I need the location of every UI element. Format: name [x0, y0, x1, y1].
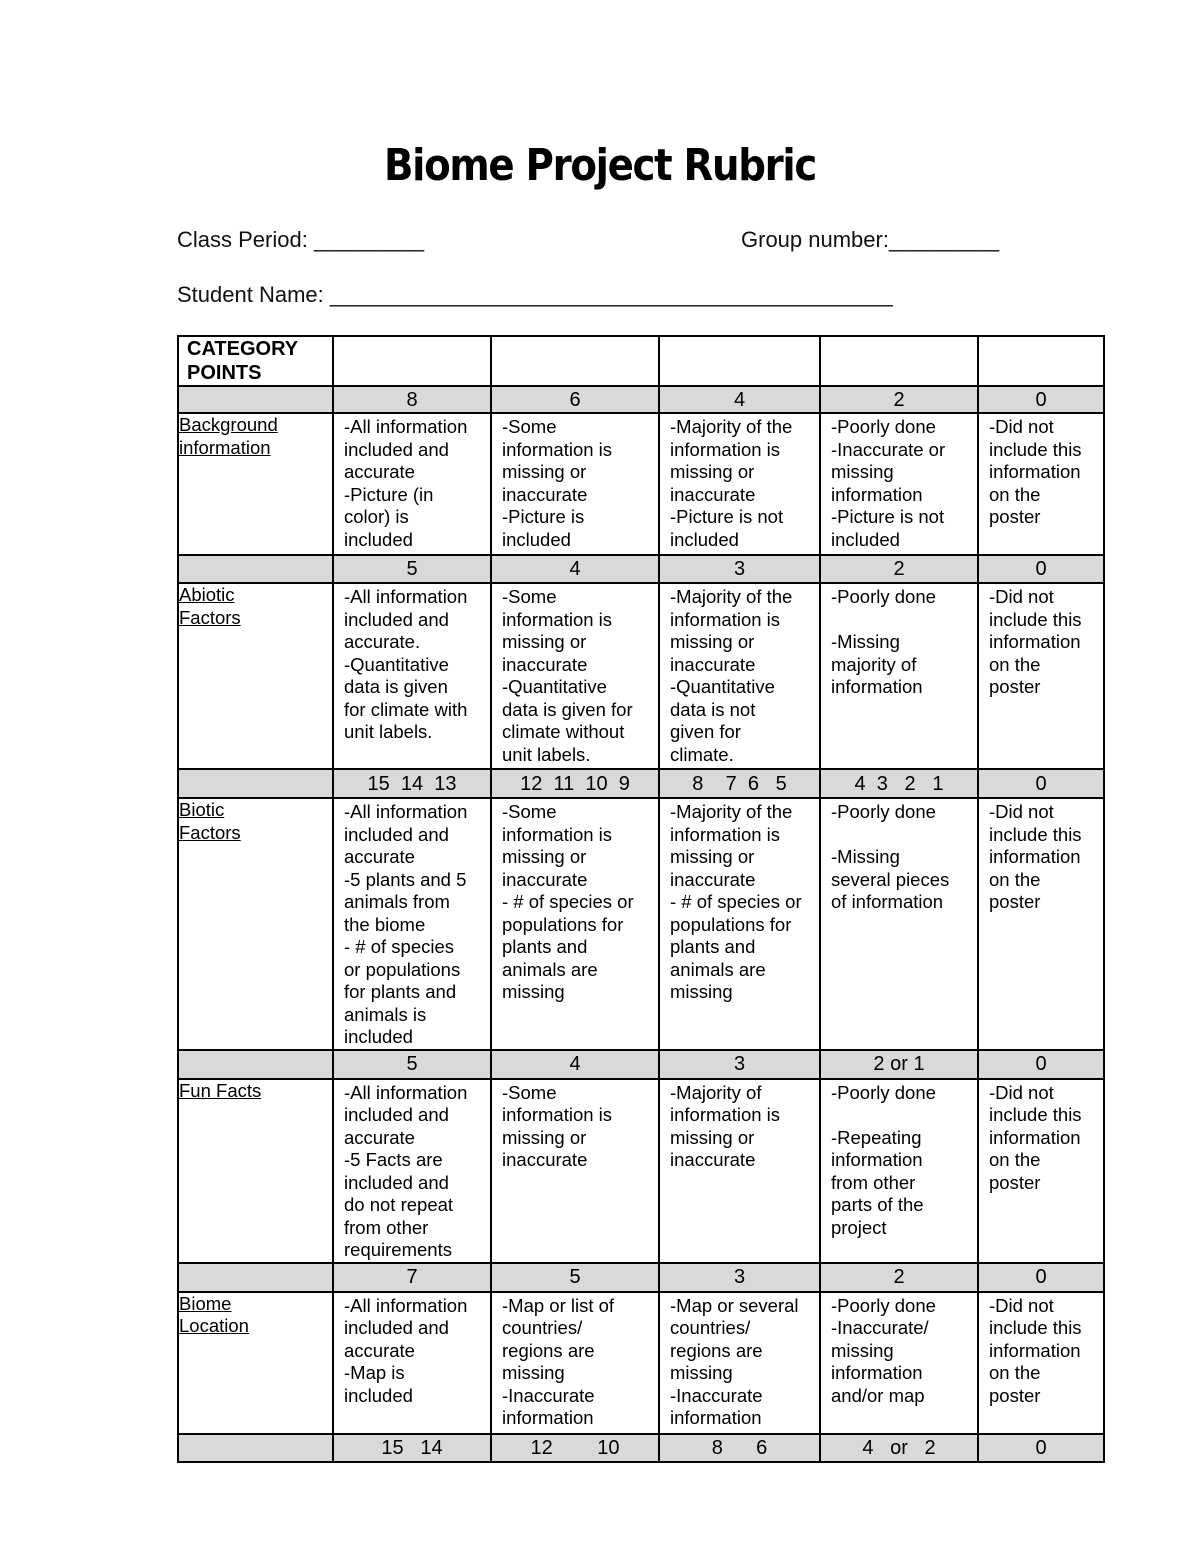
score-cell: 2: [820, 386, 978, 413]
category-cell: [178, 798, 333, 1050]
score-cell: 8: [333, 386, 491, 413]
category-cell: [178, 1292, 333, 1434]
criteria-cell: -Did not include this information on the poster: [989, 1081, 1082, 1193]
score-cell: 4 or 2: [820, 1434, 978, 1462]
criteria-cell: -Map or several countries/ regions are missing -Inaccurate information: [670, 1294, 799, 1428]
header-cell: [820, 336, 978, 386]
table-row: [178, 413, 1104, 555]
score-cell: 2 or 1: [820, 1050, 978, 1079]
score-row: [178, 386, 1104, 413]
criteria-cell: -Majority of the information is missing or inaccurate - # of species or populations for plants and animals are missing: [670, 801, 802, 1002]
score-cell: 8 7 6 5: [659, 769, 820, 798]
score-cell: [178, 1263, 333, 1292]
score-cell: 5: [491, 1263, 659, 1292]
class-period-field: Class Period: _________: [177, 227, 425, 252]
score-row: [178, 1434, 1104, 1462]
score-cell: 12 10: [491, 1434, 659, 1462]
score-cell: 2: [820, 555, 978, 583]
group-number-field: Group number:_________: [741, 227, 1000, 252]
table-row: [178, 798, 1104, 1050]
table-row: [178, 1079, 1104, 1263]
score-cell: 8 6: [659, 1434, 820, 1462]
criteria-cell: -All information included and accurate -5 Facts are included and do not repeat from other requirements: [344, 1081, 468, 1260]
header-cell: [491, 336, 659, 386]
score-cell: 0: [978, 1263, 1104, 1292]
header-cell: CATEGORY POINTS: [178, 336, 333, 386]
criteria-cell: -Did not include this information on the poster: [989, 801, 1082, 912]
score-cell: [178, 1434, 333, 1462]
category-label: Background information: [179, 414, 278, 458]
criteria-cell: -Poorly done -Repeating information from other parts of the project: [831, 1081, 936, 1238]
table-row: [178, 583, 1104, 769]
score-cell: 12 11 10 9: [491, 769, 659, 798]
category-label: Abiotic Factors: [179, 584, 241, 628]
table-row: [178, 1292, 1104, 1434]
criteria-cell: -Did not include this information on the poster: [989, 416, 1082, 527]
criteria-cell: -Poorly done -Inaccurate/ missing information and/or map: [831, 1294, 936, 1406]
criteria-cell: -Map or list of countries/ regions are missing -Inaccurate information: [502, 1294, 615, 1428]
criteria-cell: -All information included and accurate -Map is included: [344, 1294, 468, 1406]
score-cell: 0: [978, 555, 1104, 583]
score-row: [178, 555, 1104, 583]
score-cell: [178, 1050, 333, 1079]
criteria-cell: -Some information is missing or inaccurate: [502, 1081, 613, 1170]
header-cell: [978, 336, 1104, 386]
rubric-table: [177, 335, 1105, 1463]
score-cell: 0: [978, 1050, 1104, 1079]
score-cell: 0: [978, 769, 1104, 798]
score-cell: 0: [978, 1434, 1104, 1462]
score-cell: 2: [820, 1263, 978, 1292]
score-cell: 7: [333, 1263, 491, 1292]
criteria-cell: -All information included and accurate -Picture (in color) is included: [344, 416, 468, 550]
score-cell: 5: [333, 1050, 491, 1079]
score-cell: 4: [491, 555, 659, 583]
criteria-cell: -Some information is missing or inaccurate -Picture is included: [502, 416, 613, 550]
criteria-cell: -Did not include this information on the poster: [989, 1294, 1082, 1406]
score-cell: 3: [659, 555, 820, 583]
category-cell: [178, 413, 333, 555]
category-label: Biotic Factors: [179, 799, 241, 843]
score-cell: [178, 555, 333, 583]
category-label: Biome Location: [179, 1292, 249, 1336]
criteria-cell: -Majority of information is missing or inaccurate: [670, 1081, 781, 1170]
score-cell: [178, 769, 333, 798]
score-cell: 15 14 13: [333, 769, 491, 798]
category-label: Fun Facts: [179, 1079, 262, 1101]
criteria-cell: -All information included and accurate -5 plants and 5 animals from the biome - # of species or populations for plants and animals is included: [344, 801, 468, 1047]
score-row: [178, 1263, 1104, 1292]
score-cell: 4: [491, 1050, 659, 1079]
criteria-cell: -All information included and accurate. -Quantitative data is given for climate with unit labels.: [344, 586, 468, 742]
category-cell: [178, 1079, 333, 1263]
score-cell: 4 3 2 1: [820, 769, 978, 798]
score-cell: 4: [659, 386, 820, 413]
page-title: Biome Project Rubric: [383, 140, 817, 191]
criteria-cell: -Poorly done -Missing several pieces of information: [831, 801, 950, 912]
score-cell: 0: [978, 386, 1104, 413]
student-name-field: Student Name: ______________________________________________: [177, 282, 893, 307]
criteria-cell: -Some information is missing or inaccurate -Quantitative data is given for climate without unit labels.: [502, 586, 633, 765]
category-cell: [178, 583, 333, 769]
criteria-cell: -Some information is missing or inaccurate - # of species or populations for plants and animals are missing: [502, 801, 634, 1002]
criteria-cell: -Majority of the information is missing or inaccurate -Quantitative data is not given for climate.: [670, 586, 793, 765]
score-cell: 6: [491, 386, 659, 413]
criteria-cell: -Poorly done -Inaccurate or missing information -Picture is not included: [831, 416, 946, 550]
header-cell: [333, 336, 491, 386]
criteria-cell: -Majority of the information is missing or inaccurate -Picture is not included: [670, 416, 793, 550]
criteria-cell: -Poorly done -Missing majority of information: [831, 586, 936, 697]
score-cell: 5: [333, 555, 491, 583]
table-header-row: [178, 336, 1104, 386]
score-row: [178, 769, 1104, 798]
score-cell: 3: [659, 1263, 820, 1292]
score-cell: 15 14: [333, 1434, 491, 1462]
score-cell: [178, 386, 333, 413]
criteria-cell: -Did not include this information on the poster: [989, 586, 1082, 697]
score-cell: 3: [659, 1050, 820, 1079]
header-cell: [659, 336, 820, 386]
score-row: [178, 1050, 1104, 1079]
